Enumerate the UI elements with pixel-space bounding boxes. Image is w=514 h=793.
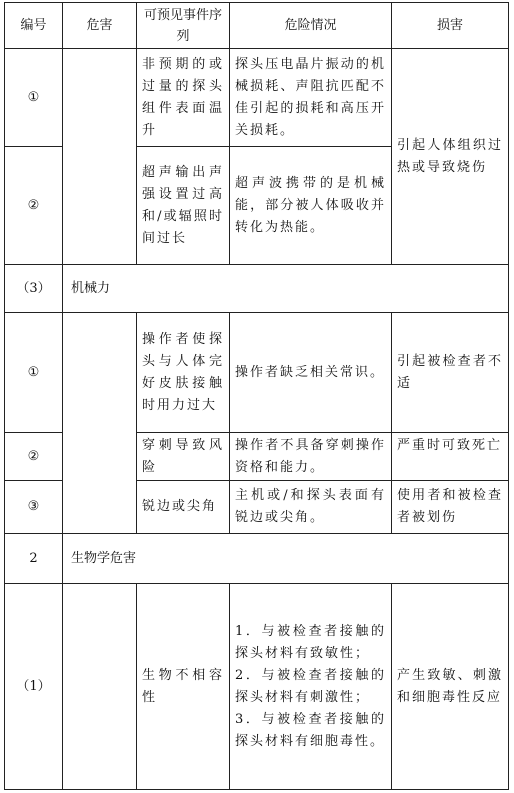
row-number: ① <box>5 313 63 433</box>
hazard-table <box>4 2 509 790</box>
harm-cell: 使用者和被检查者被划伤 <box>392 481 509 534</box>
table-row <box>5 584 509 790</box>
sequence-cell: 锐边或尖角 <box>137 481 230 534</box>
situation-item: 2．与被检查者接触的探头材料有刺激性； <box>235 667 386 705</box>
header-situation: 危险情况 <box>230 3 392 49</box>
sequence-cell: 操作者使探头与人体完好皮肤接触时用力过大 <box>137 313 230 433</box>
section-number: 2 <box>5 534 63 584</box>
sequence-cell: 生物不相容性 <box>137 584 230 790</box>
row-number: （1） <box>5 584 63 790</box>
sequence-cell: 超声输出声强设置过高和/或辐照时间过长 <box>137 147 230 265</box>
section-title: 机械力 <box>63 265 509 313</box>
situation-cell: 操作者缺乏相关常识。 <box>230 313 392 433</box>
row-number: ③ <box>5 481 63 534</box>
harm-cell: 引起人体组织过热或导致烧伤 <box>392 49 509 265</box>
row-number: ② <box>5 433 63 481</box>
hazard-cell <box>63 584 137 790</box>
hazard-cell <box>63 313 137 534</box>
section-row <box>5 534 509 584</box>
situation-cell <box>230 584 392 790</box>
harm-cell: 引起被检查者不适 <box>392 313 509 433</box>
sequence-cell: 非预期的或过量的探头组件表面温升 <box>137 49 230 147</box>
situation-cell: 操作者不具备穿刺操作资格和能力。 <box>230 433 392 481</box>
situation-cell: 主机或/和探头表面有锐边或尖角。 <box>230 481 392 534</box>
harm-cell: 严重时可致死亡 <box>392 433 509 481</box>
situation-item: 3．与被检查者接触的探头材料有细胞毒性。 <box>235 711 386 749</box>
situation-cell: 超声波携带的是机械能，部分被人体吸收并转化为热能。 <box>230 147 392 265</box>
header-sequence: 可预见事件序列 <box>137 3 230 49</box>
sequence-cell: 穿刺导致风险 <box>137 433 230 481</box>
row-number: ① <box>5 49 63 147</box>
table-row <box>5 49 509 147</box>
harm-cell: 产生致敏、刺激和细胞毒性反应 <box>392 584 509 790</box>
header-hazard: 危害 <box>63 3 137 49</box>
section-row <box>5 265 509 313</box>
header-harm: 损害 <box>392 3 509 49</box>
section-title: 生物学危害 <box>63 534 509 584</box>
situation-cell: 探头压电晶片振动的机械损耗、声阻抗匹配不佳引起的损耗和高压开关损耗。 <box>230 49 392 147</box>
hazard-cell <box>63 49 137 265</box>
table-row <box>5 313 509 433</box>
section-number: （3） <box>5 265 63 313</box>
header-number: 编号 <box>5 3 63 49</box>
situation-item: 1．与被检查者接触的探头材料有致敏性； <box>235 623 386 661</box>
row-number: ② <box>5 147 63 265</box>
header-row <box>5 3 509 49</box>
